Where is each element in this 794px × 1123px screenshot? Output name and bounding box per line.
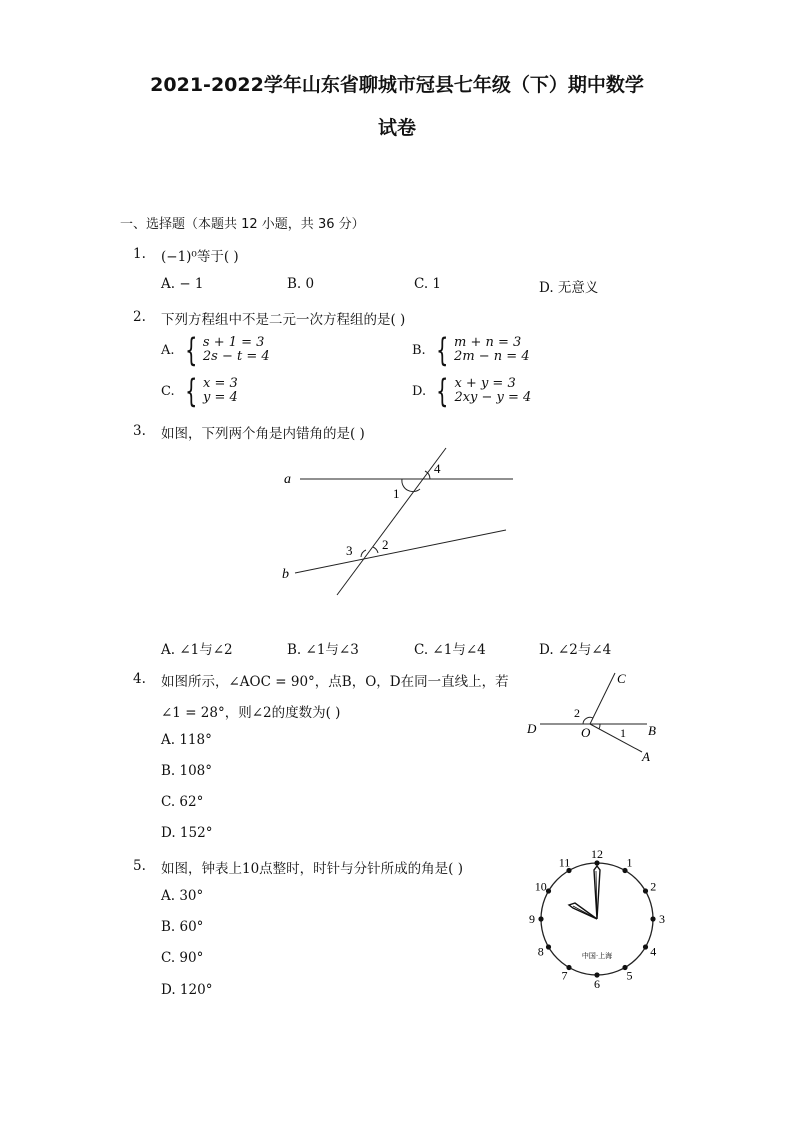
clock-hour-dot: [594, 860, 599, 865]
paper-title-line2: 试卷: [377, 117, 416, 139]
clock-hour-dot: [643, 888, 648, 893]
label-angle-2: 2: [574, 706, 580, 720]
clock-numeral: 9: [529, 912, 535, 926]
q3-option-b: B. ∠1与∠3: [287, 642, 359, 658]
clock-numeral: 12: [591, 850, 603, 861]
q2-option-a: [161, 331, 270, 369]
q4-option-d: D. 152°: [161, 825, 213, 841]
clock-numeral: 5: [626, 968, 633, 983]
question-2-text: 下列方程组中不是二元一次方程组的是( ): [161, 312, 406, 328]
ray-oa: [590, 724, 642, 752]
equation: 2s − t = 4: [202, 349, 270, 364]
question-number: 4.: [133, 671, 146, 687]
brace-icon: {: [184, 331, 197, 369]
equation: y = 4: [202, 390, 238, 405]
q4-figure: [520, 665, 670, 770]
q4-option-b: B. 108°: [161, 763, 213, 779]
clock-numeral: 6: [594, 977, 600, 990]
label-angle-4: 4: [434, 461, 441, 476]
label-angle-2: 2: [382, 537, 389, 552]
option-label: A.: [161, 342, 175, 358]
option-label: B.: [412, 342, 426, 358]
equation: m + n = 3: [454, 335, 522, 350]
angle-3-arc: [361, 550, 366, 557]
clock-numeral: 2: [650, 879, 657, 894]
question-5-text: 如图，钟表上10点整时，时针与分针所成的角是( ): [161, 861, 464, 877]
q4-option-c: C. 62°: [161, 794, 204, 810]
question-number: 3.: [133, 423, 146, 439]
q1-option-d: D. 无意义: [539, 280, 599, 296]
clock-numeral: 11: [558, 855, 571, 870]
clock-hour-dot: [546, 944, 551, 949]
q5-option-d: D. 120°: [161, 982, 213, 998]
clock-hour-dot: [538, 916, 543, 921]
question-number: 2.: [133, 309, 146, 325]
question-number: 5.: [133, 858, 146, 874]
clock-hour-dot: [643, 944, 648, 949]
clock-numeral: 4: [650, 944, 657, 959]
question-1-text: (−1)⁰等于( ): [161, 249, 239, 265]
angle-2-arc: [373, 547, 378, 553]
brace-icon: {: [435, 331, 448, 369]
q5-option-c: C. 90°: [161, 950, 204, 966]
paper-title-line1: 2021-2022学年山东省聊城市冠县七年级（下）期中数学: [150, 74, 644, 96]
q5-option-b: B. 60°: [161, 919, 204, 935]
clock-numeral: 3: [659, 912, 665, 926]
q3-option-d: D. ∠2与∠4: [539, 642, 612, 658]
question-4-text-line1: 如图所示，∠AOC = 90°，点B，O，D在同一直线上，若: [161, 674, 509, 690]
angle-1-arc: [402, 479, 420, 492]
brace-icon: {: [184, 372, 197, 410]
clock-numeral: 8: [537, 944, 544, 959]
label-a: a: [284, 472, 291, 487]
q2-option-c: [161, 372, 238, 410]
q3-option-c: C. ∠1与∠4: [414, 642, 486, 658]
label-d: D: [527, 721, 537, 736]
brace-icon: {: [436, 372, 449, 410]
clock-numeral: 1: [626, 855, 633, 870]
question-3-text: 如图，下列两个角是内错角的是( ): [161, 426, 365, 442]
clock-numeral: 10: [534, 879, 547, 894]
line-b: [295, 530, 506, 573]
label-b: B: [648, 723, 656, 738]
clock-figure: [525, 850, 665, 990]
label-angle-1: 1: [620, 726, 626, 740]
angle-1-arc: [599, 724, 600, 729]
equation: x + y = 3: [454, 376, 516, 391]
clock-brand-label: 中国·上海: [581, 952, 613, 960]
q3-option-a: A. ∠1与∠2: [161, 642, 233, 658]
label-c: C: [617, 671, 626, 686]
section-heading: 一、选择题（本题共 12 小题，共 36 分）: [120, 217, 365, 232]
label-o: O: [581, 725, 591, 740]
equation: s + 1 = 3: [202, 335, 265, 350]
transversal: [337, 448, 446, 595]
q2-option-b: [412, 331, 530, 369]
q1-option-a: A. − 1: [161, 276, 204, 292]
q1-option-c: C. 1: [414, 276, 442, 292]
ray-oc: [590, 673, 615, 724]
label-angle-3: 3: [346, 543, 353, 558]
clock-hour-dot: [650, 916, 655, 921]
q2-option-d: [412, 372, 532, 410]
label-b: b: [282, 567, 289, 582]
question-4-text-line2: ∠1 = 28°，则∠2的度数为( ): [161, 705, 341, 721]
label-a: A: [642, 749, 650, 764]
question-number: 1.: [133, 246, 146, 262]
q3-figure: [270, 445, 530, 605]
equation: 2m − n = 4: [454, 349, 530, 364]
equation: 2xy − y = 4: [454, 390, 532, 405]
equation: x = 3: [202, 376, 238, 391]
option-label: D.: [412, 383, 427, 399]
q5-option-a: A. 30°: [161, 888, 204, 904]
q1-option-b: B. 0: [287, 276, 315, 292]
option-label: C.: [161, 383, 175, 399]
label-angle-1: 1: [393, 486, 400, 501]
q4-option-a: A. 118°: [161, 732, 212, 748]
clock-numeral: 7: [561, 968, 568, 983]
